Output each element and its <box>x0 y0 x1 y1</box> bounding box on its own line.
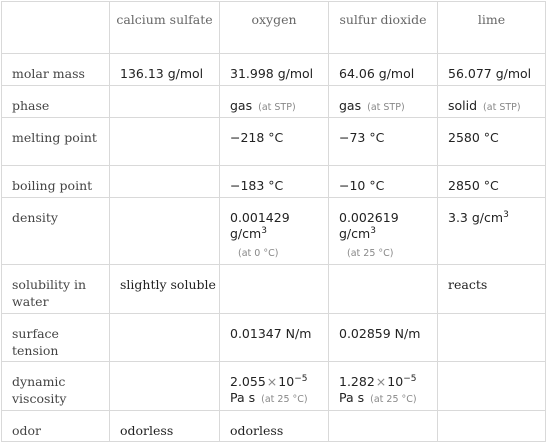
cell-oxygen: odorless <box>220 411 329 442</box>
base: 10 <box>278 374 295 389</box>
condition-note: (at STP) <box>258 102 296 113</box>
unit-exponent: 3 <box>261 226 267 236</box>
mantissa: 2.055 <box>230 374 266 389</box>
row-label: surface tension <box>2 314 110 362</box>
header-row <box>2 2 546 54</box>
cell-oxygen <box>220 265 329 314</box>
properties-table <box>1 1 546 442</box>
cell-calcium-sulfate <box>110 314 220 362</box>
cell-calcium-sulfate: odorless <box>110 411 220 442</box>
row-label: solubility in water <box>2 265 110 314</box>
cell-oxygen <box>220 362 329 411</box>
column-header-lime: lime <box>438 2 546 54</box>
value: gas <box>339 98 362 113</box>
unit: g/cm <box>230 226 262 241</box>
column-header-sulfur-dioxide: sulfur dioxide <box>329 2 438 54</box>
cell-calcium-sulfate: 136.13 g/mol <box>110 54 220 86</box>
cell-lime: reacts <box>438 265 546 314</box>
row-label: odor <box>2 411 110 442</box>
value: 0.002619 <box>339 210 399 225</box>
column-header-calcium-sulfate: calcium sulfate <box>110 2 220 54</box>
cell-sulfur-dioxide: 64.06 g/mol <box>329 54 438 86</box>
cell-sulfur-dioxide: −73 °C <box>329 118 438 166</box>
cell-calcium-sulfate <box>110 198 220 265</box>
table-row-solubility <box>2 265 546 314</box>
cell-lime: 56.077 g/mol <box>438 54 546 86</box>
row-label: dynamic viscosity <box>2 362 110 411</box>
value: solid <box>448 98 478 113</box>
cell-sulfur-dioxide <box>329 362 438 411</box>
column-header-oxygen: oxygen <box>220 2 329 54</box>
value: gas <box>230 98 253 113</box>
cell-lime <box>438 86 546 118</box>
unit: Pa s <box>339 390 365 405</box>
cell-calcium-sulfate <box>110 86 220 118</box>
table-row-phase <box>2 86 546 118</box>
condition-note: (at STP) <box>483 102 521 113</box>
cell-lime: 2580 °C <box>438 118 546 166</box>
condition-note: (at 25 °C) <box>347 248 394 259</box>
exponent: −5 <box>294 374 308 384</box>
condition-note: (at 25 °C) <box>261 394 308 405</box>
cell-calcium-sulfate <box>110 118 220 166</box>
cell-calcium-sulfate: slightly soluble <box>110 265 220 314</box>
cell-sulfur-dioxide: −10 °C <box>329 166 438 198</box>
base: 10 <box>387 374 404 389</box>
table-row-odor <box>2 411 546 442</box>
cell-sulfur-dioxide <box>329 411 438 442</box>
table-row-surface-tension <box>2 314 546 362</box>
row-label: phase <box>2 86 110 118</box>
cell-oxygen <box>220 86 329 118</box>
cell-lime: 2850 °C <box>438 166 546 198</box>
cell-lime <box>438 198 546 265</box>
cell-sulfur-dioxide: 0.02859 N/m <box>329 314 438 362</box>
condition-note: (at 0 °C) <box>238 248 279 259</box>
unit-exponent: 3 <box>370 226 376 236</box>
cell-lime <box>438 314 546 362</box>
times-sign: × <box>266 374 278 389</box>
row-label: molar mass <box>2 54 110 86</box>
corner-cell <box>2 2 110 54</box>
cell-oxygen <box>220 198 329 265</box>
cell-sulfur-dioxide <box>329 86 438 118</box>
exponent: −5 <box>403 374 417 384</box>
mantissa: 1.282 <box>339 374 375 389</box>
table-row-dynamic-viscosity <box>2 362 546 411</box>
table-row-molar-mass <box>2 54 546 86</box>
cell-oxygen: −218 °C <box>220 118 329 166</box>
times-sign: × <box>375 374 387 389</box>
cell-calcium-sulfate <box>110 362 220 411</box>
row-label: melting point <box>2 118 110 166</box>
table-row-melting-point <box>2 118 546 166</box>
cell-oxygen: 0.01347 N/m <box>220 314 329 362</box>
value: 3.3 g/cm <box>448 210 504 225</box>
value: 0.001429 <box>230 210 290 225</box>
unit: Pa s <box>230 390 256 405</box>
row-label: density <box>2 198 110 265</box>
unit-exponent: 3 <box>503 210 509 220</box>
table-row-boiling-point <box>2 166 546 198</box>
cell-lime <box>438 411 546 442</box>
table-row-density <box>2 198 546 265</box>
unit: g/cm <box>339 226 371 241</box>
row-label: boiling point <box>2 166 110 198</box>
cell-sulfur-dioxide <box>329 265 438 314</box>
cell-oxygen: −183 °C <box>220 166 329 198</box>
cell-lime <box>438 362 546 411</box>
cell-sulfur-dioxide <box>329 198 438 265</box>
condition-note: (at 25 °C) <box>370 394 417 405</box>
condition-note: (at STP) <box>367 102 405 113</box>
cell-calcium-sulfate <box>110 166 220 198</box>
cell-oxygen: 31.998 g/mol <box>220 54 329 86</box>
